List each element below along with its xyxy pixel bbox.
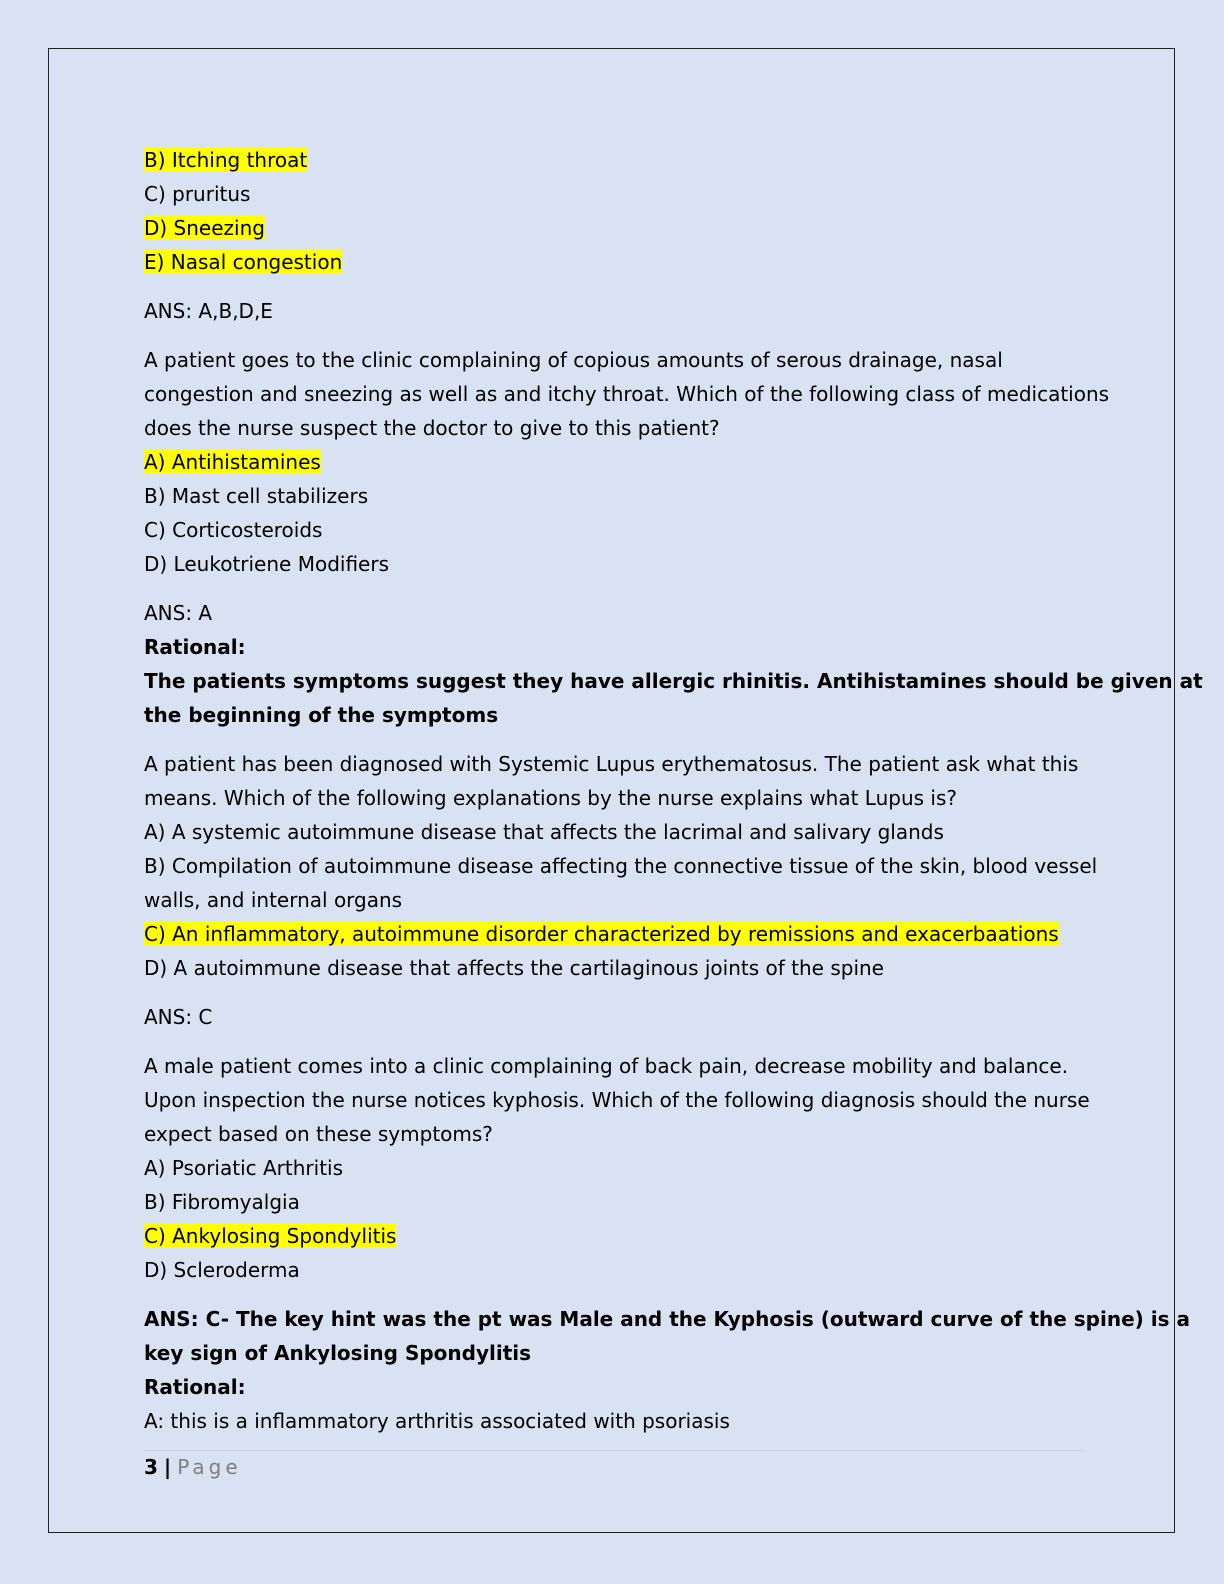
option-correct: E) Nasal congestion xyxy=(144,250,343,274)
question-stem-line: congestion and sneezing as well as and itchy throat. Which of the following class of medications xyxy=(144,382,1110,406)
question-stem-line: A patient has been diagnosed with Systemic Lupus erythematosus. The patient ask what this xyxy=(144,752,1079,776)
rationale-label: Rational: xyxy=(144,1375,246,1399)
document-body xyxy=(144,143,1203,1438)
question-prev-options xyxy=(144,143,1084,279)
option: D) A autoimmune disease that affects the cartilaginous joints of the spine xyxy=(144,956,884,980)
option: B) Compilation of autoimmune disease affecting the connective tissue of the skin, blood vessel xyxy=(144,854,1098,878)
option: B) Fibromyalgia xyxy=(144,1190,300,1214)
option-correct: C) An inflammatory, autoimmune disorder characterized by remissions and exacerbaations xyxy=(144,922,1059,946)
option: D) Scleroderma xyxy=(144,1258,300,1282)
answer-line: ANS: C xyxy=(144,1005,213,1029)
answer-line: ANS: A xyxy=(144,601,213,625)
option: B) Mast cell stabilizers xyxy=(144,484,369,508)
question-stem-line: expect based on these symptoms? xyxy=(144,1122,493,1146)
option: C) pruritus xyxy=(144,182,251,206)
page-footer xyxy=(144,1452,242,1482)
rationale-text: the beginning of the symptoms xyxy=(144,703,499,727)
option: C) Corticosteroids xyxy=(144,518,323,542)
footer-separator: | xyxy=(163,1455,172,1479)
option-correct: B) Itching throat xyxy=(144,148,308,172)
question-stem-line: does the nurse suspect the doctor to give to this patient? xyxy=(144,416,720,440)
option: A) Psoriatic Arthritis xyxy=(144,1156,344,1180)
page-number: 3 xyxy=(144,1455,158,1479)
answer-line: key sign of Ankylosing Spondylitis xyxy=(144,1341,532,1365)
question-stem-line: A patient goes to the clinic complaining of copious amounts of serous drainage, nasal xyxy=(144,348,1003,372)
question-stem-line: A male patient comes into a clinic complaining of back pain, decrease mobility and balance. xyxy=(144,1054,1069,1078)
answer-block-1 xyxy=(144,596,1203,732)
answer-line: ANS: A,B,D,E xyxy=(144,299,273,323)
page-label: Page xyxy=(177,1455,242,1479)
question-stem-line: means. Which of the following explanations by the nurse explains what Lupus is? xyxy=(144,786,958,810)
option: D) Leukotriene Modifiers xyxy=(144,552,389,576)
question-1 xyxy=(144,343,1110,581)
footer-divider xyxy=(144,1450,1084,1451)
option-correct: D) Sneezing xyxy=(144,216,265,240)
question-2 xyxy=(144,747,1098,985)
question-3 xyxy=(144,1049,1090,1287)
option-continuation: walls, and internal organs xyxy=(144,888,403,912)
rationale-text: The patients symptoms suggest they have allergic rhinitis. Antihistamines should be given at xyxy=(144,669,1203,693)
option: A) A systemic autoimmune disease that affects the lacrimal and salivary glands xyxy=(144,820,944,844)
question-stem-line: Upon inspection the nurse notices kyphosis. Which of the following diagnosis should the nurse xyxy=(144,1088,1090,1112)
answer-line: ANS: C- The key hint was the pt was Male and the Kyphosis (outward curve of the spine) is a xyxy=(144,1307,1190,1331)
rationale-label: Rational: xyxy=(144,635,246,659)
option-correct: C) Ankylosing Spondylitis xyxy=(144,1224,397,1248)
option-correct: A) Antihistamines xyxy=(144,450,321,474)
rationale-text: A: this is a inflammatory arthritis associated with psoriasis xyxy=(144,1409,730,1433)
answer-block-3 xyxy=(144,1302,1190,1438)
